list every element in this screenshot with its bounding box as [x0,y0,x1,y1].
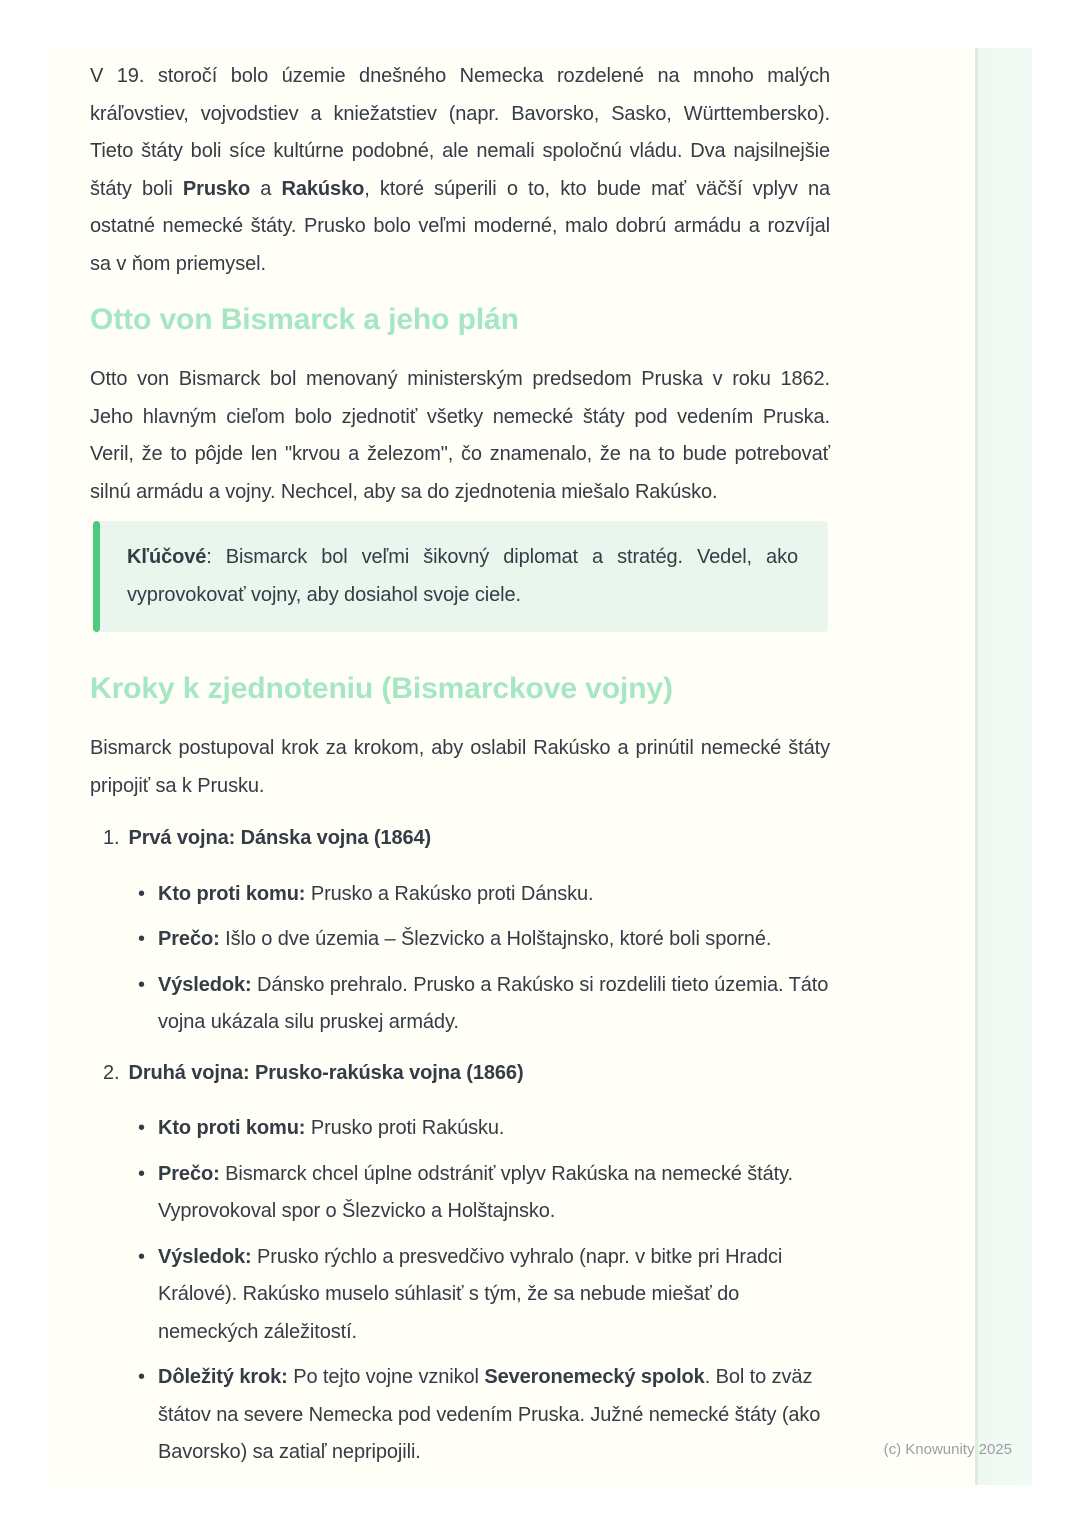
bullet-item [138,1110,830,1148]
unification-intro-paragraph: Bismarck postupoval krok za krokom, aby oslabil Rakúsko a prinútil nemecké štáty pripojiť sa k Prusku. [90,737,830,797]
war-2-number: 2. [103,1061,120,1084]
bullet-icon: • [138,1245,145,1268]
wars-ordered-list [90,820,830,1472]
bullet-icon: • [138,928,145,950]
copyright-watermark: (c) Knowunity 2025 [883,1441,1012,1458]
bullet-text: Prečo: Išlo o dve územia – Šlezvicko a Holštajnsko, ktoré boli sporné. [158,928,772,950]
bullet-icon: • [138,973,145,996]
bullet-item [138,967,830,1042]
war-1-bullet-list [90,876,830,1042]
war-1-title: Prvá vojna: Dánska vojna (1864) [128,827,432,849]
intro-paragraph: V 19. storočí bolo územie dnešného Nemecka rozdelené na mnoho malých kráľovstiev, vojvodstiev a kniežatstiev (napr. Bavorsko, Sasko, Württembersko). Tieto štáty boli síce kultúrne podobné, ale nemali spoločnú vládu. Dva najsilnejšie štáty boli Prusko a Rakúsko, ktoré súperili o to, kto bude mať väčší vplyv na ostatné nemecké štáty. Prusko bolo veľmi moderné, malo dobrú armádu a rozvíjal sa v ňom priemysel. [90,65,830,275]
bullet-icon: • [138,882,145,905]
bullet-icon: • [138,1366,145,1388]
bullet-item [138,1359,830,1472]
war-2-bullet-list [90,1110,830,1472]
bullet-text: Kto proti komu: Prusko proti Rakúsku. [158,1117,505,1139]
bullet-text: Výsledok: Dánsko prehralo. Prusko a Rakúsko si rozdelili tieto územia. Táto vojna ukázala silu pruskej armády. [158,973,829,1033]
section-title-unification-steps: Kroky k zjednoteniu (Bismarckove vojny) [90,672,673,705]
bullet-item [138,1156,830,1231]
document-content [48,48,1032,1472]
bullet-icon: • [138,1117,145,1139]
war-1-number: 1. [103,827,120,849]
bullet-text: Prečo: Bismarck chcel úplne odstrániť vplyv Rakúska na nemecké štáty. Vyprovokoval spor o Šlezvicko a Holštajnsko. [158,1162,793,1222]
war-1-title-row [90,820,830,858]
key-point-callout [93,521,828,632]
bullet-icon: • [138,1162,145,1185]
callout-accent-bar [93,521,100,632]
list-item-war-1 [90,820,830,1042]
callout-text: Kľúčové: Bismarck bol veľmi šikovný diplomat a stratég. Vedel, ako vyprovokovať vojny, aby dosiahol svoje ciele. [127,546,798,606]
bullet-item [138,876,830,914]
bullet-item [138,1239,830,1352]
section-title-bismarck-plan: Otto von Bismarck a jeho plán [90,303,519,336]
war-2-title-row [90,1055,830,1093]
bismarck-plan-paragraph: Otto von Bismarck bol menovaný ministerským predsedom Pruska v roku 1862. Jeho hlavným cieľom bolo zjednotiť všetky nemecké štáty pod vedením Pruska. Veril, že to pôjde len "krvou a železom", čo znamenalo, že na to bude potrebovať silnú armádu a vojny. Nechcel, aby sa do zjednotenia miešalo Rakúsko. [90,368,830,503]
bullet-text: Dôležitý krok: Po tejto vojne vznikol Severonemecký spolok. Bol to zväz štátov na severe Nemecka pod vedením Pruska. Južné nemecké štáty (ako Bavorsko) sa zatiaľ nepripojili. [158,1366,821,1463]
bullet-item [138,921,830,959]
bullet-text: Kto proti komu: Prusko a Rakúsko proti Dánsku. [158,882,594,905]
war-2-title: Druhá vojna: Prusko-rakúska vojna (1866) [128,1061,524,1084]
list-item-war-2 [90,1055,830,1472]
bullet-text: Výsledok: Prusko rýchlo a presvedčivo vyhralo (napr. v bitke pri Hradci Králové). Rakúsko muselo súhlasiť s tým, že sa nebude miešať do nemeckých záležitostí. [158,1245,783,1343]
document-page [48,48,1032,1485]
